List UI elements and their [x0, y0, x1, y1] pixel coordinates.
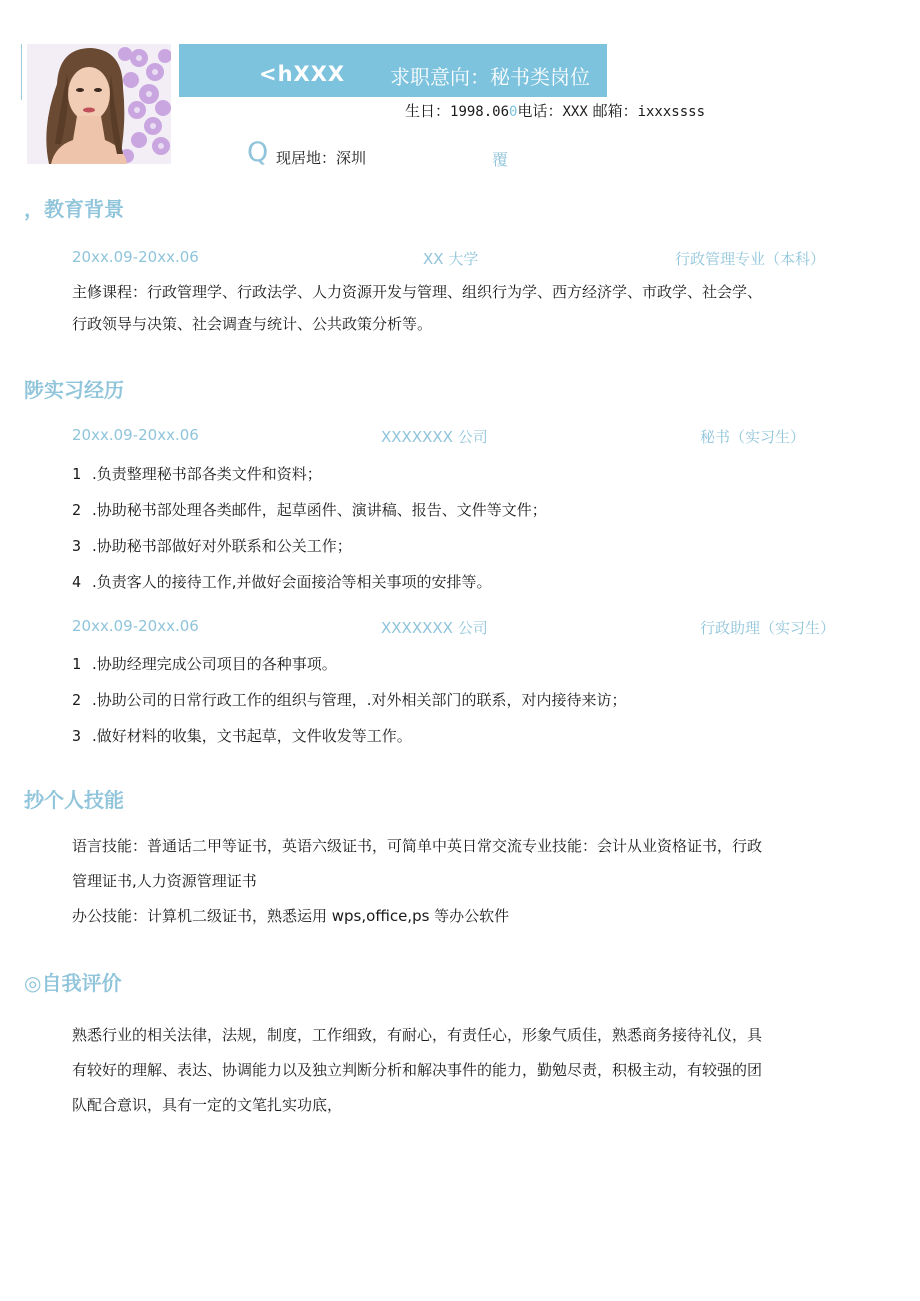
courses-line-2: 行政领导与决策、社会调查与统计、公共政策分析等。: [72, 315, 433, 333]
courses-line-1: 主修课程：行政管理学、行政法学、人力资源开发与管理、组织行为学、西方经济学、市政学、社会学、: [72, 283, 763, 301]
skills-line-3: 办公技能：计算机二级证书，熟悉运用 wps,office,ps 等办公软件: [72, 907, 510, 925]
job-1-company: XXXXXXX 公司: [381, 428, 488, 446]
birthday-value: 1998.06: [450, 104, 510, 120]
education-school: XX 大学: [423, 250, 479, 268]
job-1-duty: 2 .协助秘书部处理各类邮件，起草函件、演讲稿、报告、文件等文件；: [72, 501, 547, 519]
job-intent: 求职意向：秘书类岗位: [390, 65, 590, 89]
job-1-duty: 4 .负责客人的接待工作,并做好会面接洽等相关事项的安排等。: [72, 573, 492, 591]
skills-line-1: 语言技能：普通话二甲等证书，英语六级证书，可简单中英日常交流专业技能：会计从业资格证书，行政: [72, 837, 763, 855]
evaluation-line-1: 熟悉行业的相关法律，法规，制度，工作细致，有耐心，有责任心，形象气质佳，熟悉商务接待礼仪，具: [72, 1026, 763, 1044]
email-label: 邮箱：: [592, 102, 638, 120]
birthday-tail: 0: [509, 104, 518, 120]
section-title-internship: 陟实习经历: [24, 378, 124, 402]
phone-value: XXX: [562, 104, 588, 120]
job-2-period: 20xx.09-20xx.06: [72, 617, 199, 635]
job-2-duty: 1 .协助经理完成公司项目的各种事项。: [72, 655, 337, 673]
location-icon: Q: [247, 137, 269, 168]
education-courses: [72, 276, 872, 340]
skills-body: [72, 829, 872, 934]
birthday-label: 生日：: [405, 102, 451, 120]
profile-photo: [27, 44, 171, 164]
job-2-role: 行政助理（实习生）: [700, 619, 836, 637]
education-major: 行政管理专业（本科）: [675, 250, 826, 268]
section-title-skills: 抄个人技能: [24, 788, 124, 812]
location-extra-mark: 覆: [492, 150, 509, 169]
education-period: 20xx.09-20xx.06: [72, 248, 199, 266]
portrait-image: [27, 44, 171, 164]
job-2-duty: 2 .协助公司的日常行政工作的组织与管理，.对外相关部门的联系，对内接待来访；: [72, 691, 627, 709]
location-text: 现居地：深圳: [276, 149, 367, 167]
job-1-period: 20xx.09-20xx.06: [72, 426, 199, 444]
skills-line-2: 管理证书,人力资源管理证书: [72, 872, 257, 890]
candidate-name: <hXXX: [259, 62, 346, 86]
job-2-duty: 3 .做好材料的收集，文书起草，文件收发等工作。: [72, 727, 412, 745]
section-title-evaluation: ◎自我评价: [24, 971, 122, 995]
email-value: ixxxssss: [637, 104, 706, 120]
job-2-company: XXXXXXX 公司: [381, 619, 488, 637]
evaluation-body: [72, 1018, 872, 1123]
contact-line: [405, 100, 705, 121]
section-title-education: ，教育背景: [24, 197, 124, 221]
header-divider: [21, 44, 22, 100]
evaluation-line-3: 队配合意识，具有一定的文笔扎实功底，: [72, 1096, 343, 1114]
evaluation-line-2: 有较好的理解、表达、协调能力以及独立判断分析和解决事件的能力，勤勉尽责，积极主动，有较强的团: [72, 1061, 763, 1079]
job-1-role: 秘书（实习生）: [700, 428, 806, 446]
job-1-duty: 3 .协助秘书部做好对外联系和公关工作；: [72, 537, 352, 555]
job-1-duty: 1 .负责整理秘书部各类文件和资料；: [72, 465, 322, 483]
phone-label: 电话：: [517, 102, 563, 120]
